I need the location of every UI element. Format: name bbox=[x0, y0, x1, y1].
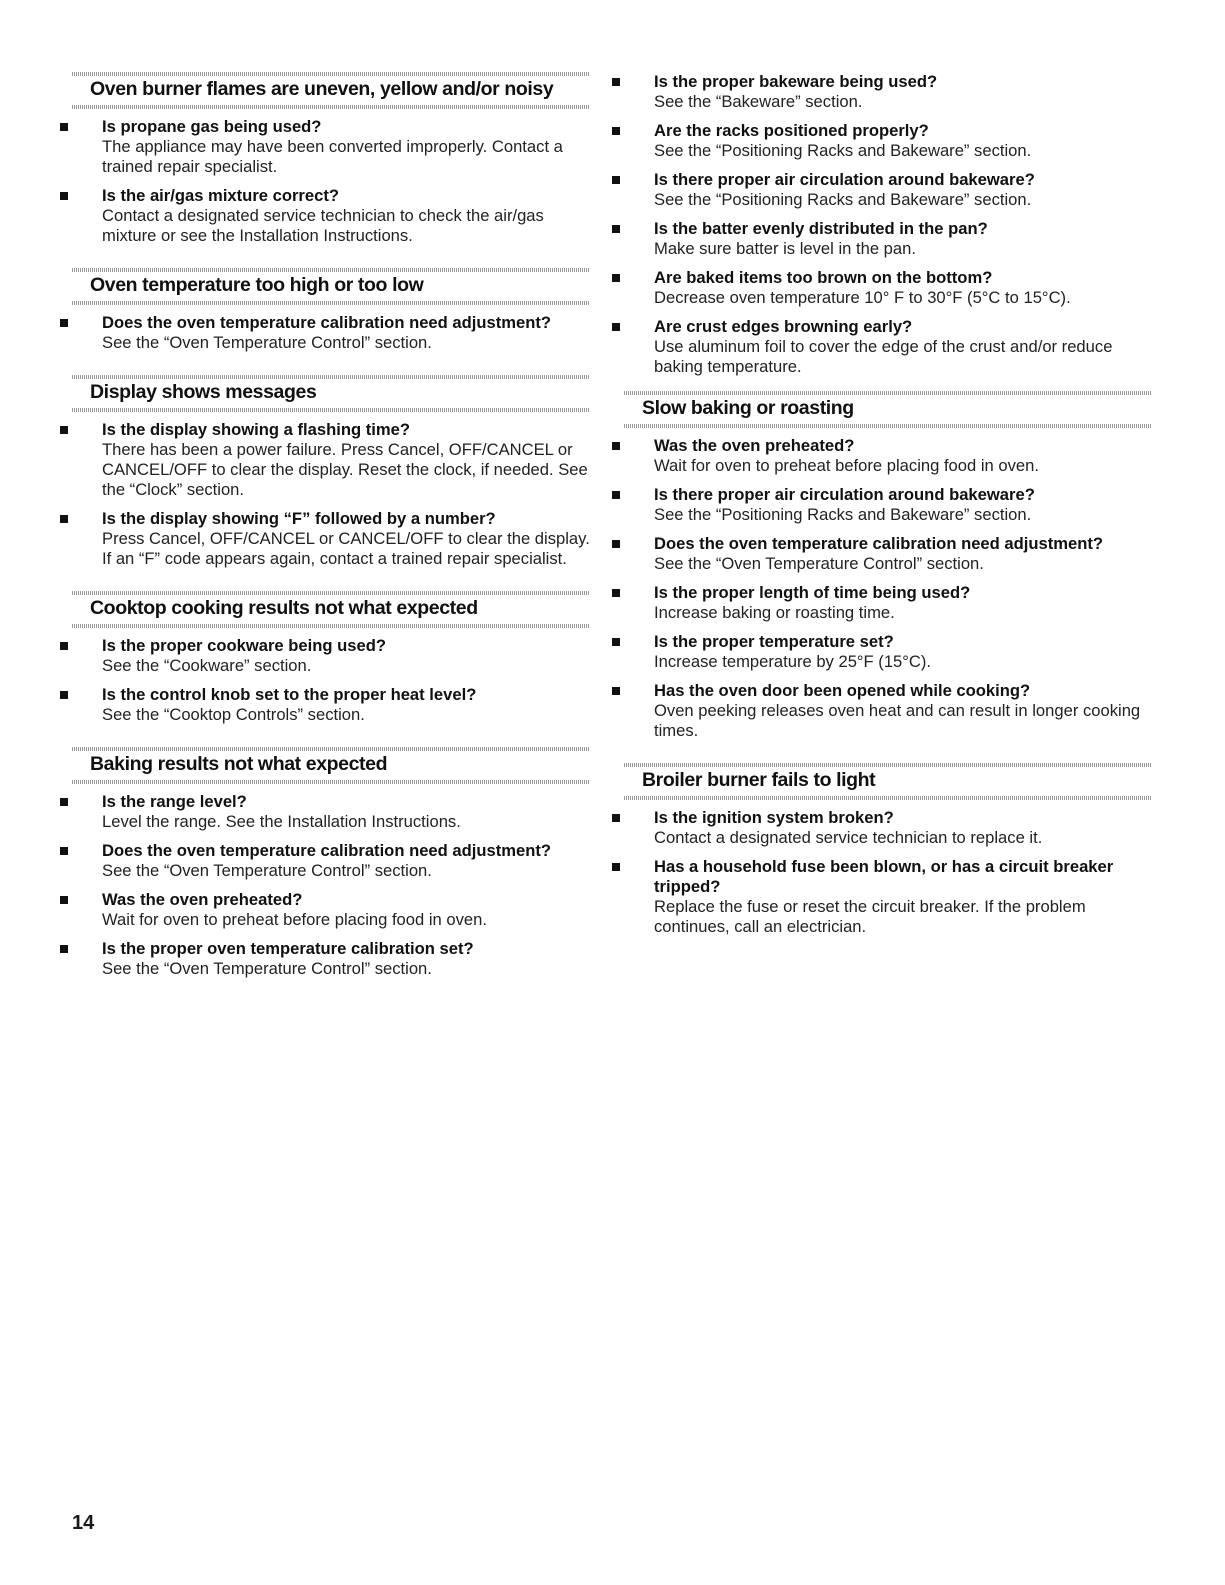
troubleshooting-item bbox=[60, 186, 590, 246]
item-answer: See the “Positioning Racks and Bakeware” section. bbox=[654, 505, 1032, 524]
troubleshooting-item bbox=[60, 636, 590, 676]
item-question: Is the proper bakeware being used? bbox=[654, 72, 938, 91]
item-answer: See the “Cooktop Controls” section. bbox=[102, 705, 365, 724]
item-question: Is the display showing a flashing time? bbox=[102, 420, 410, 439]
troubleshooting-item bbox=[60, 841, 590, 881]
item-answer: Press Cancel, OFF/CANCEL or CANCEL/OFF to clear the display. If an “F” code appears again, contact a trained repair specialist. bbox=[102, 529, 590, 568]
section-title: Oven temperature too high or too low bbox=[90, 274, 424, 296]
square-bullet-icon bbox=[60, 123, 68, 131]
item-question: Is propane gas being used? bbox=[102, 117, 322, 136]
troubleshooting-item bbox=[612, 681, 1152, 741]
item-list bbox=[60, 636, 590, 725]
item-question: Does the oven temperature calibration need adjustment? bbox=[102, 313, 552, 332]
item-question: Is the display showing “F” followed by a number? bbox=[102, 509, 496, 528]
section-title: Cooktop cooking results not what expected bbox=[90, 597, 478, 619]
item-answer: See the “Oven Temperature Control” section. bbox=[102, 959, 432, 978]
troubleshooting-item bbox=[60, 509, 590, 569]
item-question: Does the oven temperature calibration need adjustment? bbox=[102, 841, 552, 860]
section-title: Display shows messages bbox=[90, 381, 317, 403]
right-column-continued bbox=[612, 66, 1152, 386]
item-answer: The appliance may have been converted improperly. Contact a trained repair specialist. bbox=[102, 137, 563, 176]
item-answer: See the “Bakeware” section. bbox=[654, 92, 863, 111]
item-answer: Decrease oven temperature 10° F to 30°F (5°C to 15°C). bbox=[654, 288, 1071, 307]
item-question: Is the proper temperature set? bbox=[654, 632, 894, 651]
page-number: 14 bbox=[72, 1512, 95, 1534]
item-question: Is the proper length of time being used? bbox=[654, 583, 971, 602]
section-title: Broiler burner fails to light bbox=[642, 769, 876, 791]
square-bullet-icon bbox=[60, 945, 68, 953]
square-bullet-icon bbox=[612, 78, 620, 86]
troubleshooting-item bbox=[60, 939, 590, 979]
section-title: Slow baking or roasting bbox=[642, 397, 854, 419]
item-answer: See the “Positioning Racks and Bakeware” section. bbox=[654, 141, 1032, 160]
square-bullet-icon bbox=[612, 323, 620, 331]
item-question: Are crust edges browning early? bbox=[654, 317, 913, 336]
troubleshooting-section bbox=[612, 385, 1152, 741]
square-bullet-icon bbox=[612, 540, 620, 548]
item-answer: Replace the fuse or reset the circuit breaker. If the problem continues, call an electrician. bbox=[654, 897, 1086, 936]
item-question: Has a household fuse been blown, or has a circuit breaker tripped? bbox=[654, 857, 1114, 896]
troubleshooting-item bbox=[612, 583, 1152, 623]
square-bullet-icon bbox=[612, 442, 620, 450]
item-question: Are baked items too brown on the bottom? bbox=[654, 268, 993, 287]
troubleshooting-section bbox=[60, 741, 590, 979]
section-title: Baking results not what expected bbox=[90, 753, 388, 775]
item-answer: Increase temperature by 25°F (15°C). bbox=[654, 652, 932, 671]
square-bullet-icon bbox=[612, 589, 620, 597]
troubleshooting-item bbox=[612, 436, 1152, 476]
item-question: Is the batter evenly distributed in the pan? bbox=[654, 219, 988, 238]
item-list bbox=[60, 420, 590, 569]
right-column bbox=[612, 385, 1152, 953]
square-bullet-icon bbox=[60, 192, 68, 200]
square-bullet-icon bbox=[612, 176, 620, 184]
square-bullet-icon bbox=[612, 814, 620, 822]
square-bullet-icon bbox=[612, 225, 620, 233]
troubleshooting-section bbox=[60, 585, 590, 725]
troubleshooting-item bbox=[612, 121, 1152, 161]
troubleshooting-item bbox=[612, 268, 1152, 308]
square-bullet-icon bbox=[60, 426, 68, 434]
troubleshooting-item bbox=[612, 72, 1152, 112]
item-question: Is the control knob set to the proper heat level? bbox=[102, 685, 477, 704]
troubleshooting-item bbox=[612, 857, 1152, 937]
troubleshooting-item bbox=[612, 632, 1152, 672]
item-list bbox=[60, 792, 590, 979]
section-header bbox=[612, 385, 1152, 430]
item-question: Does the oven temperature calibration need adjustment? bbox=[654, 534, 1104, 553]
item-question: Is the ignition system broken? bbox=[654, 808, 894, 827]
troubleshooting-item bbox=[612, 534, 1152, 574]
section-header bbox=[612, 757, 1152, 802]
item-answer: See the “Oven Temperature Control” section. bbox=[654, 554, 984, 573]
troubleshooting-item bbox=[612, 317, 1152, 377]
square-bullet-icon bbox=[612, 638, 620, 646]
item-question: Is there proper air circulation around bakeware? bbox=[654, 170, 1035, 189]
item-answer: Wait for oven to preheat before placing food in oven. bbox=[654, 456, 1039, 475]
troubleshooting-item bbox=[60, 420, 590, 500]
troubleshooting-item bbox=[612, 170, 1152, 210]
section-header bbox=[60, 66, 590, 111]
item-question: Are the racks positioned properly? bbox=[654, 121, 929, 140]
square-bullet-icon bbox=[60, 319, 68, 327]
item-list bbox=[612, 436, 1152, 741]
item-question: Has the oven door been opened while cooking? bbox=[654, 681, 1031, 700]
troubleshooting-section bbox=[60, 66, 590, 246]
troubleshooting-item bbox=[612, 219, 1152, 259]
item-answer: See the “Oven Temperature Control” section. bbox=[102, 861, 432, 880]
troubleshooting-section bbox=[60, 262, 590, 353]
item-question: Is the air/gas mixture correct? bbox=[102, 186, 340, 205]
item-answer: Contact a designated service technician to check the air/gas mixture or see the Installation Instructions. bbox=[102, 206, 544, 245]
item-answer: Increase baking or roasting time. bbox=[654, 603, 895, 622]
item-list bbox=[612, 808, 1152, 937]
item-list bbox=[60, 117, 590, 246]
section-title: Oven burner flames are uneven, yellow and/or noisy bbox=[90, 78, 554, 100]
item-question: Was the oven preheated? bbox=[102, 890, 303, 909]
square-bullet-icon bbox=[60, 515, 68, 523]
troubleshooting-item bbox=[612, 808, 1152, 848]
item-answer: Level the range. See the Installation Instructions. bbox=[102, 812, 461, 831]
square-bullet-icon bbox=[612, 687, 620, 695]
section-header bbox=[60, 262, 590, 307]
troubleshooting-item bbox=[60, 792, 590, 832]
square-bullet-icon bbox=[60, 896, 68, 904]
item-answer: There has been a power failure. Press Cancel, OFF/CANCEL or CANCEL/OFF to clear the display. Reset the clock, if needed. See the “Clock” section. bbox=[102, 440, 588, 499]
item-question: Is the range level? bbox=[102, 792, 247, 811]
troubleshooting-item bbox=[60, 117, 590, 177]
troubleshooting-item bbox=[612, 485, 1152, 525]
item-question: Was the oven preheated? bbox=[654, 436, 855, 455]
square-bullet-icon bbox=[612, 491, 620, 499]
troubleshooting-item bbox=[60, 313, 590, 353]
item-question: Is the proper oven temperature calibration set? bbox=[102, 939, 474, 958]
square-bullet-icon bbox=[612, 127, 620, 135]
item-answer: Wait for oven to preheat before placing food in oven. bbox=[102, 910, 487, 929]
square-bullet-icon bbox=[612, 863, 620, 871]
square-bullet-icon bbox=[60, 798, 68, 806]
item-answer: See the “Oven Temperature Control” section. bbox=[102, 333, 432, 352]
square-bullet-icon bbox=[612, 274, 620, 282]
troubleshooting-section bbox=[612, 757, 1152, 937]
item-list bbox=[612, 72, 1152, 377]
item-answer: See the “Cookware” section. bbox=[102, 656, 312, 675]
section-header bbox=[60, 741, 590, 786]
square-bullet-icon bbox=[60, 847, 68, 855]
item-answer: Contact a designated service technician to replace it. bbox=[654, 828, 1043, 847]
square-bullet-icon bbox=[60, 691, 68, 699]
item-list bbox=[60, 313, 590, 353]
section-header bbox=[60, 585, 590, 630]
left-column bbox=[60, 66, 590, 995]
item-answer: Use aluminum foil to cover the edge of the crust and/or reduce baking temperature. bbox=[654, 337, 1113, 376]
item-answer: See the “Positioning Racks and Bakeware” section. bbox=[654, 190, 1032, 209]
troubleshooting-item bbox=[60, 890, 590, 930]
item-answer: Oven peeking releases oven heat and can result in longer cooking times. bbox=[654, 701, 1141, 740]
square-bullet-icon bbox=[60, 642, 68, 650]
troubleshooting-section bbox=[60, 369, 590, 569]
item-question: Is there proper air circulation around bakeware? bbox=[654, 485, 1035, 504]
troubleshooting-item bbox=[60, 685, 590, 725]
item-answer: Make sure batter is level in the pan. bbox=[654, 239, 916, 258]
item-question: Is the proper cookware being used? bbox=[102, 636, 386, 655]
section-header bbox=[60, 369, 590, 414]
